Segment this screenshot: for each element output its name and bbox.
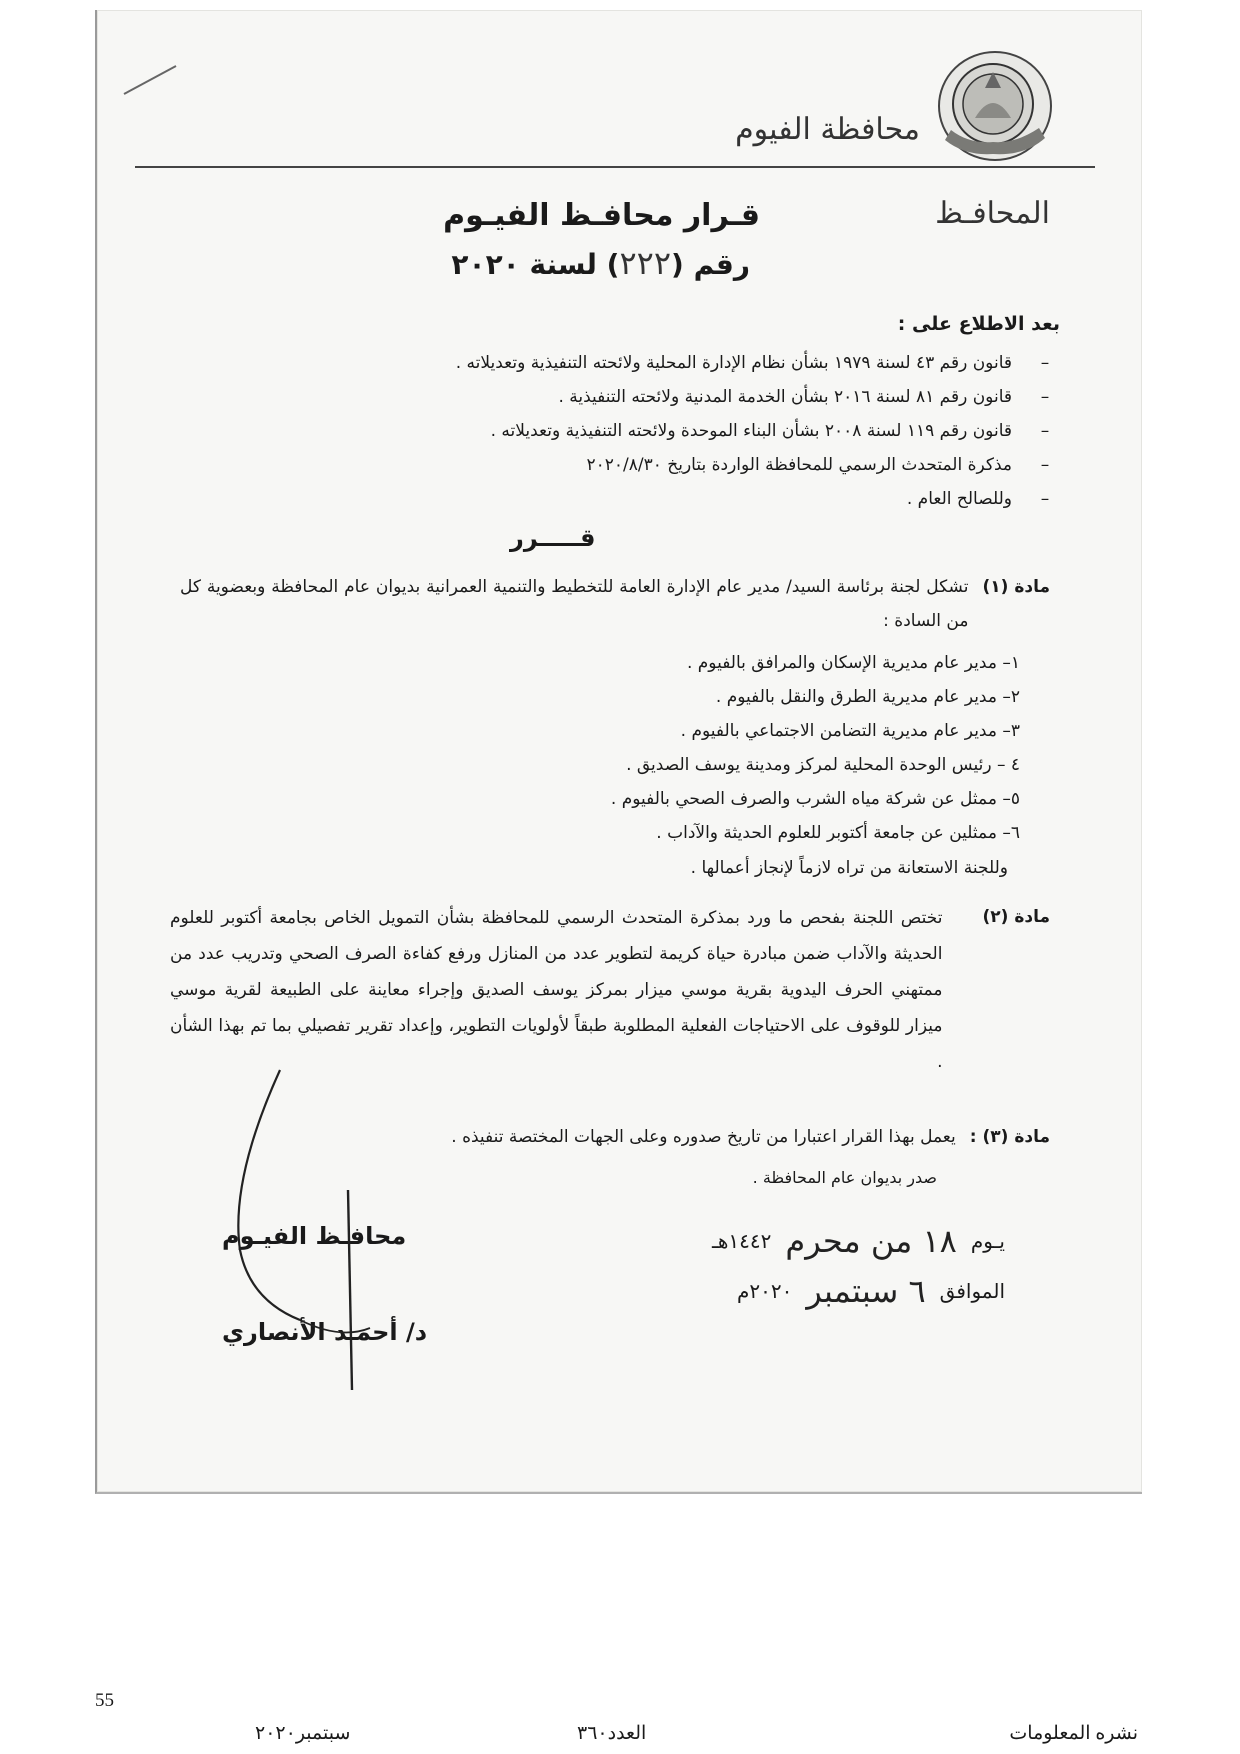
preamble-list: [160, 346, 1060, 516]
preamble-item: – قانون رقم ٨١ لسنة ٢٠١٦ بشأن الخدمة المدنية ولائحته التنفيذية .: [160, 380, 1060, 414]
handwritten-signature: [220, 1060, 420, 1400]
preamble-item: – قانون رقم ٤٣ لسنة ١٩٧٩ بشأن نظام الإدارة المحلية ولائحته التنفيذية وتعديلاته .: [160, 346, 1060, 380]
committee-member: ٦– ممثلين عن جامعة أكتوبر للعلوم الحديثة والآداب .: [656, 823, 1020, 843]
page-number: 55: [95, 1690, 114, 1711]
article-2-label: مادة (٢): [982, 907, 1050, 927]
preamble-item: – قانون رقم ١١٩ لسنة ٢٠٠٨ بشأن البناء الموحدة ولائحته التنفيذية وتعديلاته .: [160, 414, 1060, 448]
hijri-year: ١٤٤٢هـ: [712, 1229, 772, 1253]
article-3-label: مادة (٣) :: [969, 1127, 1050, 1147]
article-2: [170, 900, 1050, 1080]
gregorian-date-line: [737, 1272, 1005, 1310]
decided-heading: قـــــرر: [510, 524, 596, 552]
decree-number-handwritten: ٢٢٢: [619, 244, 672, 282]
footer-issue: العدد٣٦٠: [577, 1723, 647, 1744]
committee-member: ٢– مدير عام مديرية الطرق والنقل بالفيوم .: [715, 687, 1020, 707]
committee-member: ٥– ممثل عن شركة مياه الشرب والصرف الصحي بالفيوم .: [610, 789, 1020, 809]
footer-month: سبتمبر٢٠٢٠: [255, 1723, 351, 1744]
decree-number-prefix: رقم (: [671, 248, 750, 281]
governorate-emblem: [935, 48, 1055, 166]
article-1: [180, 570, 1050, 638]
preamble-item: – وللصالح العام .: [160, 482, 1060, 516]
preamble-item: – مذكرة المتحدث الرسمي للمحافظة الواردة بتاريخ ٢٠٢٠/٨/٣٠: [160, 448, 1060, 482]
decree-number-suffix: ) لسنة ٢٠٢٠: [451, 248, 620, 281]
article-2-text: تختص اللجنة بفحص ما ورد بمذكرة المتحدث الرسمي للمحافظة بشأن التمويل الخاص بجامعة أكتوبر للعلوم الحديثة والآداب ضمن مبادرة حياة كريمة لتطوير عدد من المنازل ورفع كفاءة الصرف الصحي وتدريب عدد من ممتهني الحرف اليدوية بقرية موسي ميزار بمركز يوسف الصديق وإجراء معاينة على الطبيعة لقرية موسي ميزار للوقوف على الاحتياجات الفعلية المطلوبة طبقاً لأولويات التطوير، وإعداد تقرير تفصيلي بما تم بهذا الشأن .: [170, 908, 943, 1072]
governorate-name: محافظة الفيوم: [735, 112, 920, 147]
footer-publication: نشره المعلومات: [1009, 1723, 1138, 1744]
department-title: المحافـظ: [935, 196, 1050, 231]
article-3-text: يعمل بهذا القرار اعتبارا من تاريخ صدوره وعلى الجهات المختصة تنفيذه .: [451, 1127, 956, 1147]
committee-member: ٣– مدير عام مديرية التضامن الاجتماعي بالفيوم .: [680, 721, 1020, 741]
gregorian-year: ٢٠٢٠م: [737, 1279, 793, 1303]
pen-mark: [120, 60, 180, 100]
header-rule: [135, 166, 1095, 168]
corresponding-label: الموافق: [939, 1279, 1005, 1303]
decree-number-line: [451, 244, 750, 282]
committee-note: وللجنة الاستعانة من تراه لازماً لإنجاز أعمالها .: [690, 858, 1008, 878]
hijri-date-line: [712, 1222, 1005, 1260]
article-1-label: مادة (١): [982, 577, 1050, 597]
issued-statement: صدر بديوان عام المحافظة .: [752, 1168, 937, 1187]
hijri-date-handwritten: ١٨ من محرم: [785, 1222, 957, 1260]
committee-member: ٤ – رئيس الوحدة المحلية لمركز ومدينة يوسف الصديق .: [626, 755, 1020, 775]
committee-member: ١– مدير عام مديرية الإسكان والمرافق بالفيوم .: [686, 653, 1020, 673]
article-1-text: تشكل لجنة برئاسة السيد/ مدير عام الإدارة العامة للتخطيط والتنمية العمرانية بديوان عام المحافظة وبعضوية كل من السادة :: [180, 577, 969, 631]
gregorian-date-handwritten: ٦ سبتمبر: [806, 1272, 926, 1310]
day-label: يـوم: [970, 1229, 1005, 1253]
preamble-intro: بعد الاطلاع على :: [897, 313, 1060, 335]
decree-title: قـرار محافـظ الفيـوم: [443, 198, 760, 233]
committee-members-list: [320, 646, 1020, 850]
signatory-name: د/ أحمـد الأنصاري: [222, 1318, 428, 1346]
signatory-title: محافـظ الفيـوم: [222, 1222, 407, 1250]
